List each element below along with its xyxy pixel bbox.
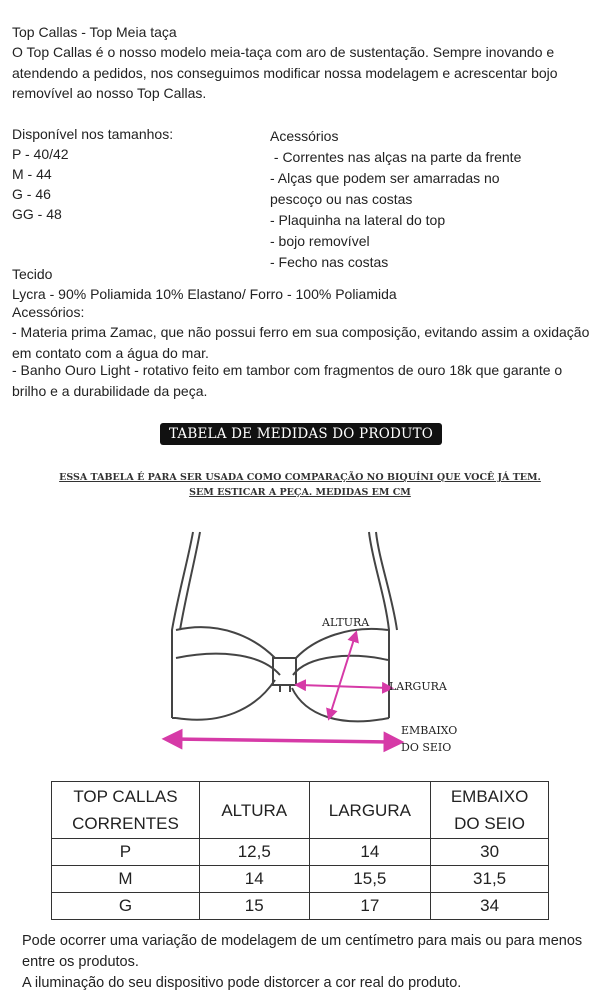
- accessory-item: - Fecho nas costas: [270, 254, 389, 270]
- table-cell: 12,5: [199, 839, 309, 866]
- fabric-composition: Lycra - 90% Poliamida 10% Elastano/ Forro - 100% Poliamida: [12, 286, 397, 302]
- column-header: ALTURA: [199, 782, 309, 839]
- size-item: G - 46: [12, 186, 51, 202]
- table-cell: 31,5: [431, 866, 549, 893]
- embaixo-label-2: DO SEIO: [401, 741, 452, 754]
- table-row: [52, 839, 549, 866]
- fabric-note: - Banho Ouro Light - rotativo feito em tambor com fragmentos de ouro 18k que garante o brilho e a durabilidade da peça.: [12, 362, 563, 399]
- column-header: TOP CALLAS CORRENTES: [52, 782, 200, 839]
- size-item: P - 40/42: [12, 146, 69, 162]
- footer-lighting-note: A iluminação do seu dispositivo pode distorcer a cor real do produto.: [22, 975, 462, 991]
- measure-note-line2: SEM ESTICAR A PEÇA. MEDIDAS EM CM: [189, 487, 411, 498]
- fabric-heading: Tecido: [12, 266, 53, 282]
- measure-table-title: TABELA DE MEDIDAS DO PRODUTO: [160, 423, 442, 445]
- largura-label: LARGURA: [389, 680, 447, 693]
- table-cell: 15: [199, 893, 309, 920]
- table-cell: 14: [309, 839, 431, 866]
- size-item: GG - 48: [12, 206, 62, 222]
- measurements-table: [51, 781, 549, 920]
- table-cell: 17: [309, 893, 431, 920]
- accessories-heading: Acessórios: [270, 128, 339, 144]
- measure-note-line1: ESSA TABELA É PARA SER USADA COMO COMPARAÇÃO NO BIQUÍNI QUE VOCÊ JÁ TEM.: [59, 472, 541, 483]
- table-cell: M: [52, 866, 200, 893]
- fabric-note: - Materia prima Zamac, que não possui ferro em sua composição, evitando assim a oxidação em contato com a água do mar.: [12, 324, 590, 361]
- table-cell: 15,5: [309, 866, 431, 893]
- accessory-item: - bojo removível: [270, 233, 370, 249]
- accessory-item: - Correntes nas alças na parte da frente: [270, 149, 522, 165]
- largura-arrow: [300, 685, 388, 688]
- product-description: O Top Callas é o nosso modelo meia-taça com aro de sustentação. Sempre inovando e atendendo a pedidos, nos conseguimos modificar nossa modelagem e acrescentar bojo removível ao nosso Top Callas.: [12, 44, 558, 101]
- altura-arrow: [330, 636, 355, 715]
- fabric-accessories-heading: Acessórios:: [12, 304, 85, 320]
- table-cell: 14: [199, 866, 309, 893]
- embaixo-label: EMBAIXO: [401, 724, 458, 737]
- embaixo-arrow: [172, 739, 394, 742]
- table-cell: 30: [431, 839, 549, 866]
- product-title: Top Callas - Top Meia taça: [12, 24, 177, 40]
- table-header-row: [52, 782, 549, 839]
- table-cell: G: [52, 893, 200, 920]
- accessory-item: - Alças que podem ser amarradas no pescoço ou nas costas: [270, 170, 500, 207]
- size-item: M - 44: [12, 166, 52, 182]
- footer-variation-note: Pode ocorrer uma variação de modelagem de um centímetro para mais ou para menos entre os produtos.: [22, 933, 583, 970]
- sizes-heading: Disponível nos tamanhos:: [12, 126, 174, 142]
- column-header: LARGURA: [309, 782, 431, 839]
- table-row: [52, 866, 549, 893]
- table-cell: 34: [431, 893, 549, 920]
- bikini-top-diagram: [0, 520, 600, 800]
- accessory-item: - Plaquinha na lateral do top: [270, 212, 446, 228]
- altura-label: ALTURA: [322, 616, 370, 629]
- table-row: [52, 893, 549, 920]
- column-header: EMBAIXO DO SEIO: [431, 782, 549, 839]
- table-cell: P: [52, 839, 200, 866]
